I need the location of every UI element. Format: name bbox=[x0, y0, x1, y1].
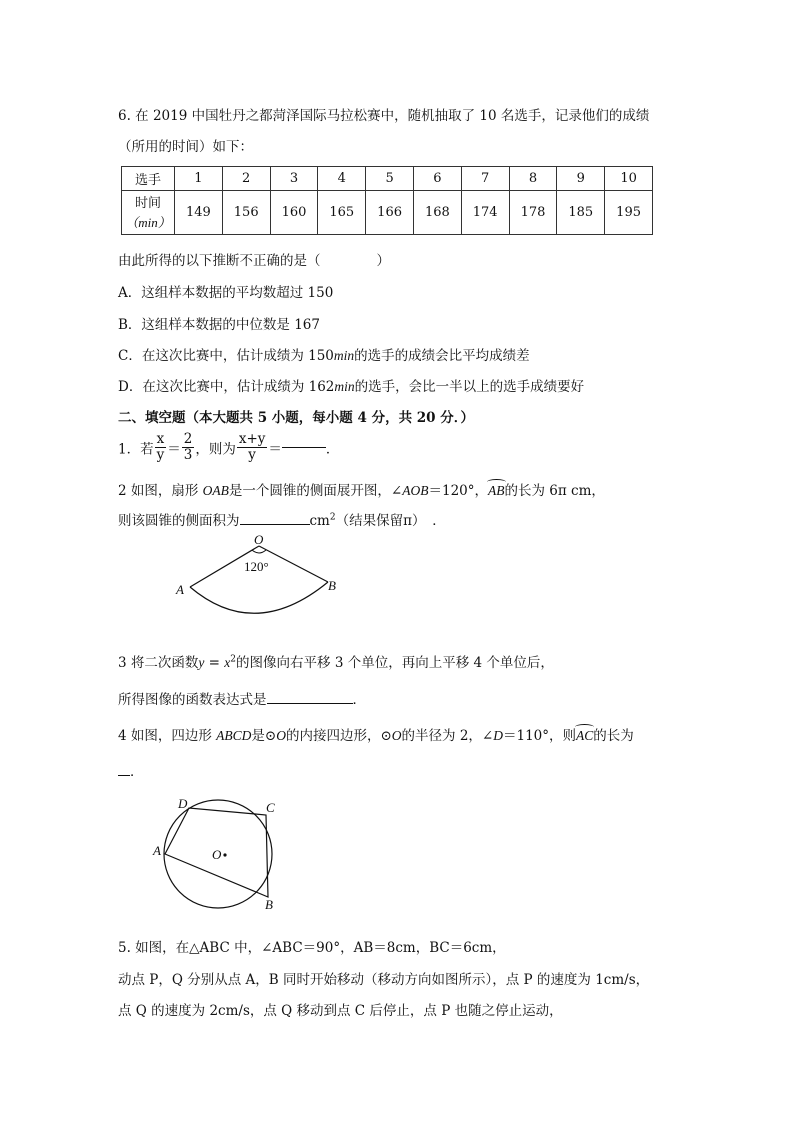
point-o-label: O bbox=[254, 532, 264, 547]
fill-2-text: 2 如图，扇形 bbox=[118, 483, 203, 499]
fill-2-text: 则该圆锥的侧面积为 bbox=[118, 513, 240, 529]
table-cell: 10 bbox=[605, 167, 653, 191]
fill-1-mid: ，则为 bbox=[195, 441, 236, 458]
sector-name: OAB bbox=[202, 483, 229, 498]
fraction-x-over-y bbox=[155, 432, 167, 463]
fill-2-text: 的长为 6π cm， bbox=[504, 483, 605, 499]
table-cell: 149 bbox=[175, 191, 223, 235]
fill-3-text: 3 将二次函数 bbox=[118, 655, 199, 671]
table-cell: 166 bbox=[366, 191, 414, 235]
point-a-label: A bbox=[153, 843, 161, 858]
center-dot bbox=[223, 853, 226, 856]
fill-2-text: 是一个圆锥的侧面展开图，∠ bbox=[228, 483, 403, 499]
fill-3-line-2 bbox=[118, 688, 366, 708]
q6-question-text: 由此所得的以下推断不正确的是（ bbox=[118, 253, 321, 269]
table-cell: 168 bbox=[413, 191, 461, 235]
var-y: y bbox=[198, 655, 205, 670]
option-d-unit: min bbox=[334, 379, 355, 394]
table-cell: 174 bbox=[461, 191, 509, 235]
q6-option-c bbox=[118, 344, 530, 364]
table-cell: 4 bbox=[318, 167, 366, 191]
fraction-numerator: x bbox=[155, 432, 167, 448]
option-d-text-2: 的选手，会比一半以上的选手成绩要好 bbox=[354, 379, 585, 395]
option-c-unit: min bbox=[333, 348, 355, 363]
table-cell: 2 bbox=[222, 167, 270, 191]
table-cell: 160 bbox=[270, 191, 318, 235]
quad-name: ABCD bbox=[216, 728, 252, 743]
var-x: x bbox=[224, 655, 231, 670]
point-o-label: O bbox=[212, 847, 222, 862]
time-label: 时间 bbox=[134, 195, 161, 211]
fraction-denominator: y bbox=[156, 447, 165, 463]
answer-blank[interactable] bbox=[118, 775, 130, 776]
fill-1 bbox=[118, 432, 339, 463]
circle-name: O bbox=[276, 728, 286, 743]
fill-4-text: 的内接四边形，⊙ bbox=[285, 728, 392, 744]
fill-1-end: ． bbox=[325, 441, 340, 458]
fill-2-line-2 bbox=[118, 509, 446, 529]
angle-name: AOB bbox=[402, 483, 429, 498]
table-cell: 3 bbox=[270, 167, 318, 191]
table-cell: 8 bbox=[509, 167, 557, 191]
fill-5-line-1: 5. 如图，在△ABC 中，∠ABC＝90°，AB＝8cm，BC＝6cm， bbox=[118, 940, 506, 956]
fill-3-text: 的图像向右平移 3 个单位，再向上平移 4 个单位后， bbox=[236, 655, 554, 671]
exponent: 2 bbox=[230, 654, 237, 665]
table-cell: 185 bbox=[557, 191, 605, 235]
section-heading: 二、填空题（本大题共 5 小题，每小题 4 分，共 20 分．） bbox=[118, 410, 475, 426]
table-cell: 5 bbox=[366, 167, 414, 191]
point-b-label: B bbox=[328, 578, 336, 593]
fill-5-line-3: 点 Q 的速度为 2cm/s，点 Q 移动到点 C 后停止，点 P 也随之停止运动， bbox=[118, 1003, 563, 1019]
fill-2-line-1 bbox=[118, 479, 605, 499]
fill-4-line-1 bbox=[118, 724, 634, 744]
answer-blank[interactable] bbox=[282, 447, 326, 448]
fill-4-end: ． bbox=[130, 764, 144, 780]
q6-question-close: ） bbox=[376, 253, 390, 269]
table-header-cell bbox=[122, 191, 175, 235]
fraction-2-over-3 bbox=[182, 432, 195, 463]
fill-4-text: ＝110°，则 bbox=[503, 728, 577, 744]
q6-option-a: A．这组样本数据的平均数超过 150 bbox=[118, 285, 334, 301]
angle-mark bbox=[252, 550, 266, 553]
fill-4-text: 是⊙ bbox=[251, 728, 277, 744]
arc-ac: AC bbox=[576, 728, 594, 743]
table-cell: 1 bbox=[175, 167, 223, 191]
point-a-label: A bbox=[176, 582, 184, 597]
radius-ob bbox=[259, 546, 328, 582]
angle-label: 120° bbox=[244, 559, 269, 574]
arc-ab: AB bbox=[488, 483, 505, 498]
q6-option-d bbox=[118, 375, 584, 395]
sector-figure bbox=[170, 532, 350, 637]
table-cell: 9 bbox=[557, 167, 605, 191]
q6-option-b: B．这组样本数据的中位数是 167 bbox=[118, 317, 320, 333]
fraction-xy-over-y bbox=[237, 432, 268, 463]
time-unit: （min） bbox=[125, 214, 171, 230]
table-header-cell: 选手 bbox=[122, 167, 175, 191]
table-cell: 7 bbox=[461, 167, 509, 191]
fill-3-end: ． bbox=[352, 692, 366, 708]
equals-sign: ＝ bbox=[167, 441, 181, 458]
fill-4-line-2 bbox=[118, 760, 144, 780]
point-d-label: D bbox=[178, 796, 188, 811]
fill-2-text: （结果保留π） ． bbox=[335, 513, 446, 529]
table-cell: 178 bbox=[509, 191, 557, 235]
fraction-denominator: y bbox=[248, 447, 256, 463]
answer-blank[interactable] bbox=[267, 703, 353, 704]
fill-3-text: 所得图像的函数表达式是 bbox=[118, 692, 267, 708]
angle-name: D bbox=[493, 728, 503, 743]
fill-4-text: 的半径为 2，∠ bbox=[401, 728, 494, 744]
fill-4-text: 4 如图，四边形 bbox=[118, 728, 217, 744]
equals-sign: = bbox=[204, 655, 225, 671]
fill-2-text: ＝120°， bbox=[428, 483, 489, 499]
option-c-text: C．在这次比赛中，估计成绩为 150 bbox=[118, 348, 334, 364]
area-unit-exponent: 2 bbox=[329, 512, 336, 523]
table-row bbox=[122, 167, 653, 191]
scores-table bbox=[121, 166, 653, 235]
option-d-text: D．在这次比赛中，估计成绩为 162 bbox=[118, 379, 335, 395]
fill-4-text: 的长为 bbox=[593, 728, 634, 744]
circle-name: O bbox=[391, 728, 402, 743]
equals-sign: ＝ bbox=[268, 441, 282, 458]
q6-line-1: 6. 在 2019 中国牡丹之都菏泽国际马拉松赛中，随机抽取了 10 名选手，记录他们的成绩 bbox=[118, 108, 650, 124]
circle-figure bbox=[148, 792, 286, 914]
table-cell: 165 bbox=[318, 191, 366, 235]
table-row bbox=[122, 191, 653, 235]
point-b-label: B bbox=[265, 897, 273, 912]
table-cell: 195 bbox=[605, 191, 653, 235]
table-cell: 156 bbox=[222, 191, 270, 235]
fill-5-line-2: 动点 P，Q 分别从点 A，B 同时开始移动（移动方向如图所示），点 P 的速度为 1cm/s， bbox=[118, 972, 650, 988]
fill-3-line-1 bbox=[118, 651, 554, 671]
area-unit: cm bbox=[309, 513, 330, 529]
arc-ab-curve bbox=[190, 582, 328, 613]
q6-line-2: （所用的时间）如下： bbox=[118, 139, 253, 155]
table-cell: 6 bbox=[413, 167, 461, 191]
answer-blank[interactable] bbox=[240, 524, 310, 525]
fraction-numerator: 2 bbox=[183, 431, 193, 447]
fraction-numerator: x+y bbox=[238, 431, 266, 447]
fraction-denominator: 3 bbox=[183, 447, 193, 463]
point-c-label: C bbox=[266, 800, 275, 815]
option-c-text-2: 的选手的成绩会比平均成绩差 bbox=[354, 348, 530, 364]
fill-1-prefix: 1．若 bbox=[118, 441, 154, 458]
q6-question bbox=[118, 249, 390, 269]
